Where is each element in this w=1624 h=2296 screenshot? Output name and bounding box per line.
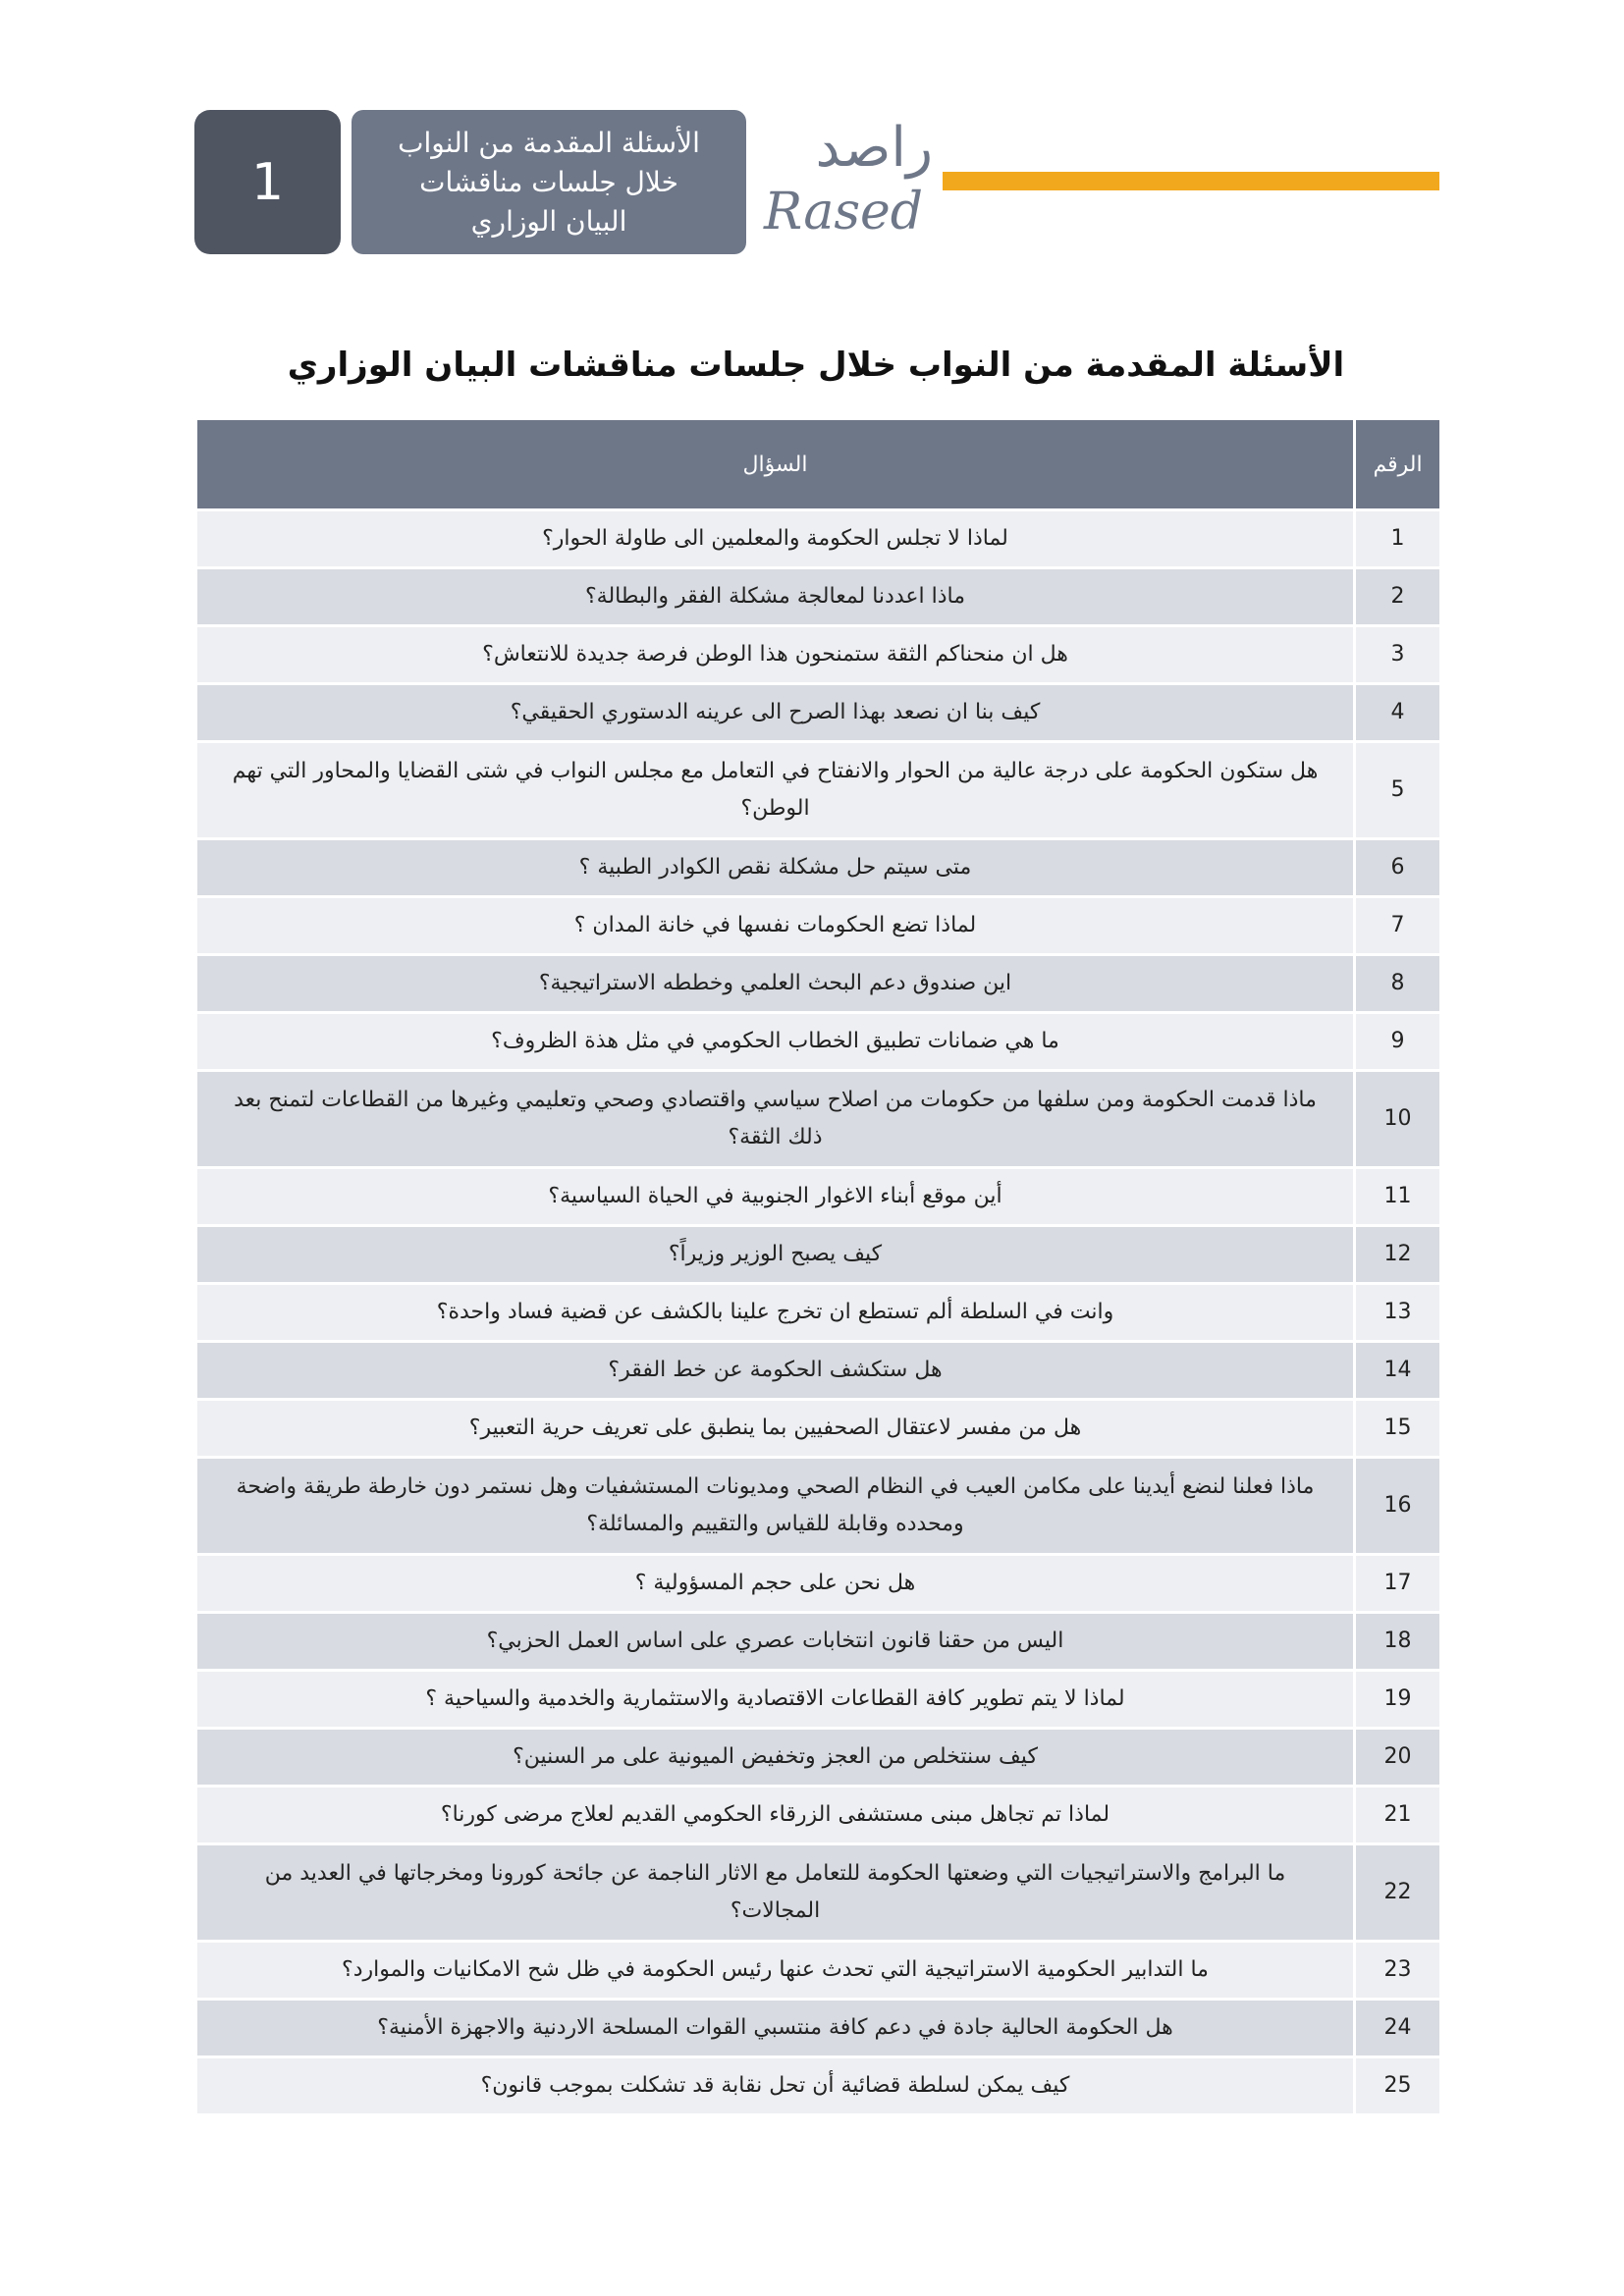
question-text: لماذا تضع الحكومات نفسها في خانة المدان ؟ <box>196 897 1355 955</box>
question-text: اين صندوق دعم البحث العلمي وخططه الاستراتيجية؟ <box>196 955 1355 1013</box>
header-title-line3: البيان الوزاري <box>470 204 627 238</box>
header-title-box <box>352 110 746 254</box>
table-row <box>196 2000 1441 2057</box>
question-number: 21 <box>1355 1787 1441 1844</box>
question-text: ماذا اعددنا لمعالجة مشكلة الفقر والبطالة؟ <box>196 568 1355 626</box>
question-text: هل الحكومة الحالية جادة في دعم كافة منتسبي القوات المسلحة الاردنية والاجهزة الأمنية؟ <box>196 2000 1355 2057</box>
question-number: 13 <box>1355 1284 1441 1342</box>
question-text: كيف يمكن لسلطة قضائية أن تحل نقابة قد تشكلت بموجب قانون؟ <box>196 2057 1355 2115</box>
table-row <box>196 2057 1441 2115</box>
table-row <box>196 626 1441 684</box>
column-header-number: الرقم <box>1355 419 1441 510</box>
table-row <box>196 1071 1441 1168</box>
table-row <box>196 1400 1441 1458</box>
question-text: لماذا تم تجاهل مبنى مستشفى الزرقاء الحكومي القديم لعلاج مرضى كورنا؟ <box>196 1787 1355 1844</box>
question-text: ما هي ضمانات تطبيق الخطاب الحكومي في مثل هذة الظروف؟ <box>196 1013 1355 1071</box>
logo-arabic: راصد <box>815 116 933 180</box>
column-header-question: السؤال <box>196 419 1355 510</box>
question-number: 23 <box>1355 1942 1441 2000</box>
document-title: الأسئلة المقدمة من النواب خلال جلسات مناقشات البيان الوزاري <box>287 346 1345 385</box>
question-number: 22 <box>1355 1844 1441 1942</box>
table-row <box>196 1013 1441 1071</box>
question-number: 14 <box>1355 1342 1441 1400</box>
question-text: كيف سنتخلص من العجز وتخفيض الميونية على مر السنين؟ <box>196 1729 1355 1787</box>
question-number: 24 <box>1355 2000 1441 2057</box>
question-number: 12 <box>1355 1226 1441 1284</box>
question-text: ماذا قدمت الحكومة ومن سلفها من حكومات من اصلاح سياسي واقتصادي وصحي وتعليمي وغيرها من القطاعات لتمنح بعد ذلك الثقة؟ <box>196 1071 1355 1168</box>
question-number: 25 <box>1355 2057 1441 2115</box>
question-number: 6 <box>1355 839 1441 897</box>
question-text: أين موقع أبناء الاغوار الجنوبية في الحياة السياسية؟ <box>196 1168 1355 1226</box>
question-text: هل نحن على حجم المسؤولية ؟ <box>196 1555 1355 1613</box>
question-text: كيف يصبح الوزير وزيراً؟ <box>196 1226 1355 1284</box>
question-text: كيف بنا ان نصعد بهذا الصرح الى عرينه الدستوري الحقيقي؟ <box>196 684 1355 742</box>
question-number: 9 <box>1355 1013 1441 1071</box>
question-number: 18 <box>1355 1613 1441 1671</box>
table-row <box>196 1342 1441 1400</box>
table-row <box>196 568 1441 626</box>
table-row <box>196 510 1441 568</box>
question-number: 20 <box>1355 1729 1441 1787</box>
table-row <box>196 839 1441 897</box>
question-number: 5 <box>1355 742 1441 839</box>
question-text: متى سيتم حل مشكلة نقص الكوادر الطبية ؟ <box>196 839 1355 897</box>
question-text: لماذا لا تجلس الحكومة والمعلمين الى طاولة الحوار؟ <box>196 510 1355 568</box>
question-number: 16 <box>1355 1458 1441 1555</box>
table-row <box>196 1671 1441 1729</box>
logo-english: Rased <box>764 183 924 241</box>
question-text: هل ستكشف الحكومة عن خط الفقر؟ <box>196 1342 1355 1400</box>
question-number: 3 <box>1355 626 1441 684</box>
table-row <box>196 1729 1441 1787</box>
table-row <box>196 742 1441 839</box>
table-row <box>196 1787 1441 1844</box>
question-text: اليس من حقنا قانون انتخابات عصري على اساس العمل الحزبي؟ <box>196 1613 1355 1671</box>
page-number-badge <box>194 110 341 254</box>
question-number: 1 <box>1355 510 1441 568</box>
question-number: 11 <box>1355 1168 1441 1226</box>
question-number: 10 <box>1355 1071 1441 1168</box>
table-row <box>196 1942 1441 2000</box>
question-text: وانت في السلطة ألم تستطع ان تخرج علينا بالكشف عن قضية فساد واحدة؟ <box>196 1284 1355 1342</box>
question-number: 15 <box>1355 1400 1441 1458</box>
table-row <box>196 1613 1441 1671</box>
table-row <box>196 1226 1441 1284</box>
table-row <box>196 1284 1441 1342</box>
question-number: 17 <box>1355 1555 1441 1613</box>
header-accent-bar <box>943 172 1439 190</box>
question-text: هل ان منحناكم الثقة ستمنحون هذا الوطن فرصة جديدة للانتعاش؟ <box>196 626 1355 684</box>
question-text: هل من مفسر لاعتقال الصحفيين بما ينطبق على تعريف حرية التعبير؟ <box>196 1400 1355 1458</box>
table-row <box>196 1168 1441 1226</box>
header-title-line1: الأسئلة المقدمة من النواب <box>398 126 700 159</box>
question-text: ماذا فعلنا لنضع أيدينا على مكامن العيب في النظام الصحي ومديونات المستشفيات وهل نستمر دون خارطة طريقة واضحة ومحدده وقابلة للقياس والتقييم والمسائلة؟ <box>196 1458 1355 1555</box>
table-row <box>196 955 1441 1013</box>
table-row <box>196 684 1441 742</box>
table-body <box>196 510 1441 2115</box>
table-row <box>196 1844 1441 1942</box>
questions-table <box>194 417 1442 2116</box>
question-number: 2 <box>1355 568 1441 626</box>
table-row <box>196 897 1441 955</box>
table-row <box>196 1555 1441 1613</box>
question-number: 4 <box>1355 684 1441 742</box>
table-row <box>196 1458 1441 1555</box>
page-number: 1 <box>250 152 285 212</box>
header-title-line2: خلال جلسات مناقشات <box>419 165 678 198</box>
question-number: 8 <box>1355 955 1441 1013</box>
question-text: لماذا لا يتم تطوير كافة القطاعات الاقتصادية والاستثمارية والخدمية والسياحية ؟ <box>196 1671 1355 1729</box>
question-text: ما التدابير الحكومية الاستراتيجية التي تحدث عنها رئيس الحكومة في ظل شح الامكانيات والموارد؟ <box>196 1942 1355 2000</box>
question-number: 7 <box>1355 897 1441 955</box>
table-header-row <box>196 419 1441 510</box>
question-text: هل ستكون الحكومة على درجة عالية من الحوار والانفتاح في التعامل مع مجلس النواب في شتى القضايا والمحاور التي تهم الوطن؟ <box>196 742 1355 839</box>
question-number: 19 <box>1355 1671 1441 1729</box>
question-text: ما البرامج والاستراتيجيات التي وضعتها الحكومة للتعامل مع الاثار الناجمة عن جائحة كورونا ومخرجاتها في العديد من المجالات؟ <box>196 1844 1355 1942</box>
